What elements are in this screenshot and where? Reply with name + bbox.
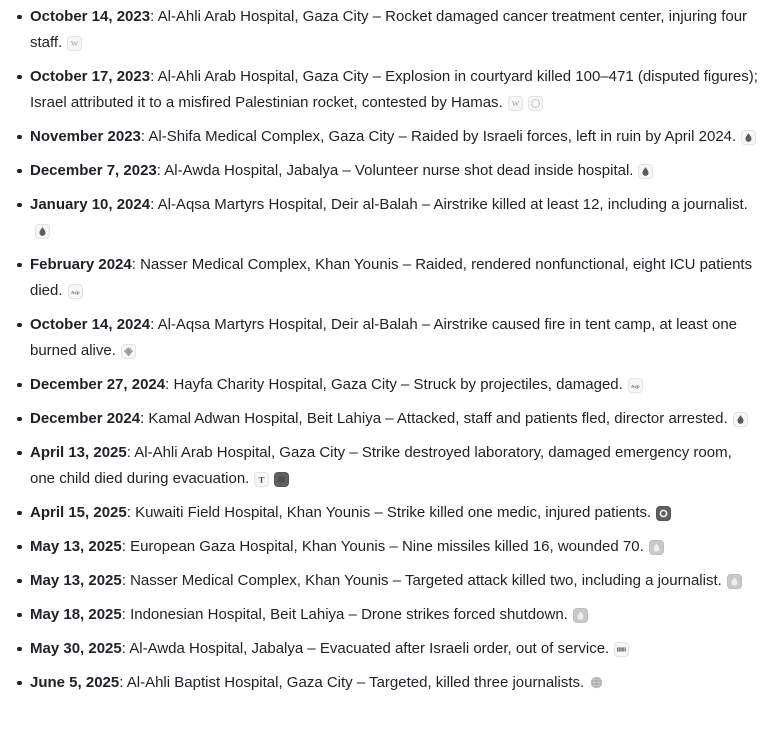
peacock-favicon-icon[interactable]: [121, 344, 136, 359]
event-item: [30, 124, 758, 150]
event-description: : Al-Aqsa Martyrs Hospital, Deir al-Balah – Airstrike caused fire in tent camp, at least one burned alive.: [30, 316, 737, 359]
event-description: : Al-Awda Hospital, Jabalya – Volunteer nurse shot dead inside hospital.: [156, 162, 634, 179]
globe-favicon-icon[interactable]: [589, 675, 604, 690]
wikipedia-favicon-icon[interactable]: [67, 36, 82, 51]
event-item: [30, 158, 758, 184]
event-item: [30, 602, 758, 628]
washington-post-favicon-icon[interactable]: [68, 284, 83, 299]
event-item: [30, 534, 758, 560]
event-description: : Kamal Adwan Hospital, Beit Lahiya – Attacked, staff and patients fled, director arrested.: [140, 410, 728, 427]
event-description: : Al-Ahli Arab Hospital, Gaza City – Strike destroyed laboratory, damaged emergency room, one child died during evacuation.: [30, 444, 732, 487]
event-description: : Al-Shifa Medical Complex, Gaza City – Raided by Israeli forces, left in ruin by April 2024.: [140, 128, 737, 145]
dark-square-favicon-icon[interactable]: [274, 472, 289, 487]
event-date: June 5, 2025: [30, 674, 120, 691]
event-item: [30, 568, 758, 594]
flame-light-favicon-icon[interactable]: [573, 608, 588, 623]
event-item: [30, 64, 758, 116]
event-description: : Al-Ahli Arab Hospital, Gaza City – Rocket damaged cancer treatment center, injuring four staff.: [30, 8, 748, 51]
event-date: December 7, 2023: [30, 162, 157, 179]
barcode-favicon-icon[interactable]: [614, 642, 629, 657]
event-date: December 2024: [30, 410, 141, 427]
flame-dark-favicon-icon[interactable]: [638, 164, 653, 179]
event-description: : Nasser Medical Complex, Khan Younis – Targeted attack killed two, including a journalist.: [121, 572, 722, 589]
event-date: May 30, 2025: [30, 640, 122, 657]
event-date: February 2024: [30, 256, 132, 273]
svg-text:twp: twp: [70, 289, 80, 296]
event-item: [30, 312, 758, 364]
event-date: April 13, 2025: [30, 444, 127, 461]
event-item: [30, 406, 758, 432]
event-description: : Kuwaiti Field Hospital, Khan Younis – Strike killed one medic, injured patients.: [126, 504, 652, 521]
event-description: : Hayfa Charity Hospital, Gaza City – Struck by projectiles, damaged.: [165, 376, 623, 393]
ring-favicon-icon[interactable]: [656, 506, 671, 521]
dotted-circle-favicon-icon[interactable]: [528, 96, 543, 111]
event-description: : Indonesian Hospital, Beit Lahiya – Drone strikes forced shutdown.: [121, 606, 568, 623]
event-description: : European Gaza Hospital, Khan Younis – Nine missiles killed 16, wounded 70.: [121, 538, 644, 555]
event-description: : Al-Ahli Arab Hospital, Gaza City – Explosion in courtyard killed 100–471 (disputed figures); Israel attributed it to a misfired Palestinian rocket, contested by Hamas.: [30, 68, 758, 111]
flame-dark-favicon-icon[interactable]: [733, 412, 748, 427]
svg-text:W: W: [71, 38, 79, 48]
washington-post-favicon-icon[interactable]: [628, 378, 643, 393]
event-date: October 14, 2024: [30, 316, 151, 333]
event-item: [30, 500, 758, 526]
flame-light-favicon-icon[interactable]: [649, 540, 664, 555]
event-item: [30, 4, 758, 56]
wikipedia-favicon-icon[interactable]: [508, 96, 523, 111]
flame-dark-favicon-icon[interactable]: [741, 130, 756, 145]
event-date: May 13, 2025: [30, 538, 122, 555]
event-date: December 27, 2024: [30, 376, 166, 393]
event-description: : Al-Ahli Baptist Hospital, Gaza City – Targeted, killed three journalists.: [119, 674, 585, 691]
event-item: [30, 670, 758, 696]
svg-text:W: W: [511, 98, 519, 108]
event-date: May 18, 2025: [30, 606, 122, 623]
svg-text:twp: twp: [631, 383, 640, 390]
blackletter-t-favicon-icon[interactable]: [254, 472, 269, 487]
event-date: October 17, 2023: [30, 68, 151, 85]
event-description: : Al-Aqsa Martyrs Hospital, Deir al-Balah – Airstrike killed at least 12, including a journalist.: [150, 196, 748, 213]
event-date: October 14, 2023: [30, 8, 151, 25]
event-list: [0, 4, 770, 696]
event-date: November 2023: [30, 128, 141, 145]
event-date: April 15, 2025: [30, 504, 127, 521]
event-date: May 13, 2025: [30, 572, 122, 589]
flame-dark-favicon-icon[interactable]: [35, 224, 50, 239]
event-item: [30, 192, 758, 244]
event-date: January 10, 2024: [30, 196, 151, 213]
event-description: : Nasser Medical Complex, Khan Younis – Raided, rendered nonfunctional, eight ICU patients died.: [30, 256, 753, 299]
event-description: : Al-Awda Hospital, Jabalya – Evacuated after Israeli order, out of service.: [121, 640, 610, 657]
timeline-document: [0, 4, 770, 696]
svg-text:T: T: [258, 474, 265, 485]
flame-light-favicon-icon[interactable]: [727, 574, 742, 589]
event-item: [30, 372, 758, 398]
event-item: [30, 252, 758, 304]
event-item: [30, 440, 758, 492]
event-item: [30, 636, 758, 662]
